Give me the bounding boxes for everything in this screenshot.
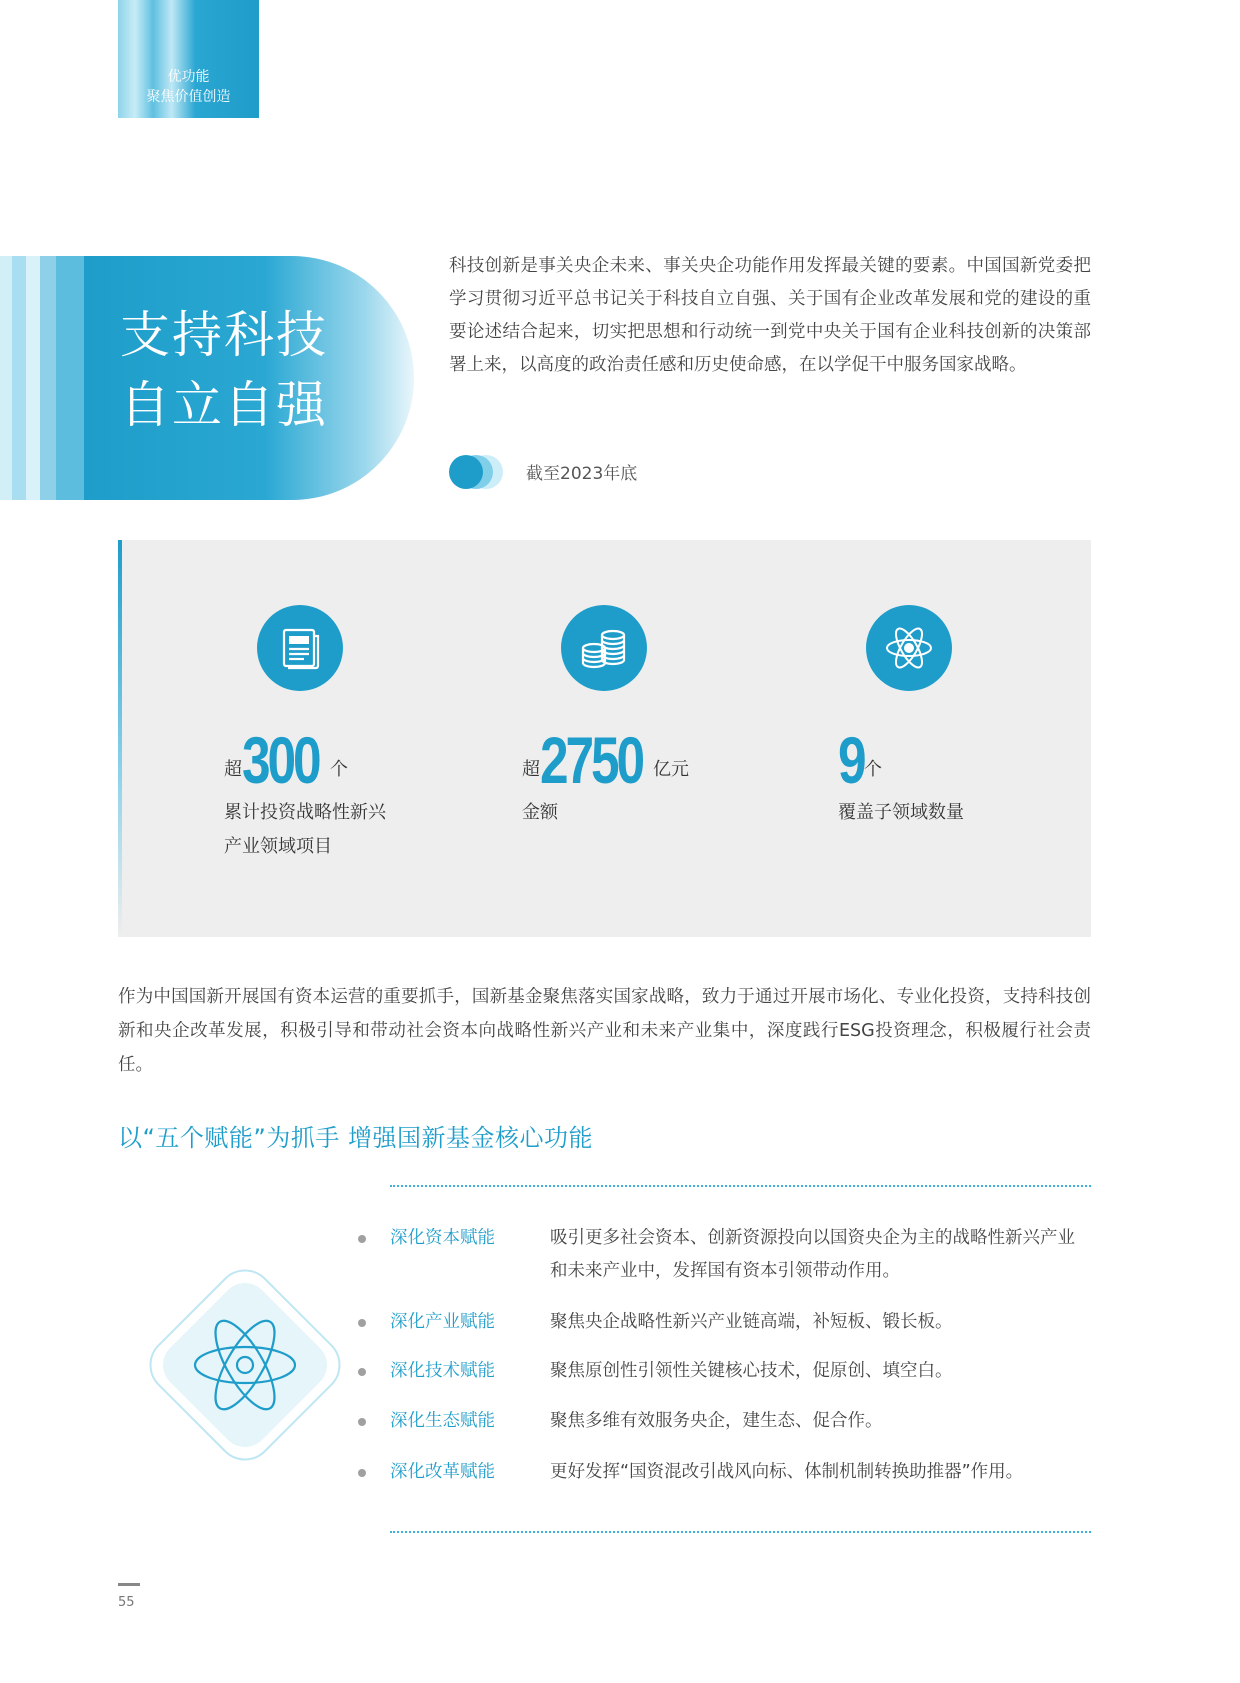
body-paragraph: 作为中国国新开展国有资本运营的重要抓手，国新基金聚焦落实国家战略，致力于通过开展市场化、专业化投资，支持科技创新和央企改革发展，积极引导和带动社会资本向战略性新兴产业和未来产业集中，深度践行ESG投资理念，积极履行社会责任。 xyxy=(118,987,1091,1075)
divider-bottom xyxy=(390,1531,1091,1533)
atom-icon xyxy=(866,605,952,691)
stat-unit: 个 xyxy=(330,759,348,780)
bullet-icon xyxy=(358,1368,366,1376)
page-number-dash xyxy=(118,1583,140,1586)
hero-stripes xyxy=(0,256,90,500)
section-tab-line2: 聚焦价值创造 xyxy=(146,89,231,105)
section-heading: 以“五个赋能”为抓手 增强国新基金核心功能 xyxy=(118,1124,593,1152)
stat-description-line: 累计投资战略性新兴 xyxy=(224,802,386,823)
stat-unit: 个 xyxy=(864,759,882,780)
page-number: 55 xyxy=(118,1595,135,1610)
stat-prefix: 超 xyxy=(522,759,540,780)
list-item-desc: 聚焦央企战略性新兴产业链高端，补短板、锻长板。 xyxy=(550,1312,953,1332)
stat-description xyxy=(522,796,558,830)
stats-panel xyxy=(118,540,1091,937)
stat-description-line: 金额 xyxy=(522,802,558,823)
stat-unit: 亿元 xyxy=(653,759,689,780)
page-title-line1: 支持科技 xyxy=(120,306,328,364)
list-item-label: 深化生态赋能 xyxy=(390,1411,495,1431)
coins-icon xyxy=(561,605,647,691)
stat-projects xyxy=(224,723,348,797)
stat-subfields xyxy=(838,723,882,797)
stat-value: 9 xyxy=(838,723,864,797)
document-icon xyxy=(257,605,343,691)
section-tab-line1: 优功能 xyxy=(167,69,210,85)
list-item-label: 深化改革赋能 xyxy=(390,1462,495,1482)
list-item-desc: 聚焦原创性引领性关键核心技术，促原创、填空白。 xyxy=(550,1361,953,1381)
bullet-icon xyxy=(358,1319,366,1327)
atom-illustration-icon xyxy=(125,1245,365,1485)
intro-paragraph: 科技创新是事关央企未来、事关央企功能作用发挥最关键的要素。中国国新党委把学习贯彻习近平总书记关于科技自立自强、关于国有企业改革发展和党的建设的重要论述结合起来，切实把思想和行动统一到党中央关于国有企业科技创新的决策部署上来，以高度的政治责任感和历史使命感，在以学促干中服务国家战略。 xyxy=(449,256,1091,375)
stats-panel-accent xyxy=(118,540,122,937)
divider-top xyxy=(390,1185,1091,1187)
stat-prefix: 超 xyxy=(224,759,242,780)
page-title xyxy=(120,300,328,440)
bullet-icon xyxy=(358,1418,366,1426)
stat-value: 300 xyxy=(242,723,319,797)
stat-description xyxy=(224,796,386,864)
page-title-line2: 自立自强 xyxy=(120,376,328,434)
list-item-label: 深化产业赋能 xyxy=(390,1312,495,1332)
stat-value: 2750 xyxy=(540,723,643,797)
bullet-icon xyxy=(358,1235,366,1243)
list-item xyxy=(358,1222,1098,1288)
date-label: 截至2023年底 xyxy=(526,464,638,484)
stat-amount xyxy=(522,723,689,797)
stat-description xyxy=(838,796,964,830)
list-item-desc: 更好发挥“国资混改引战风向标、体制机制转换助推器”作用。 xyxy=(550,1462,1024,1482)
stat-description-line: 产业领域项目 xyxy=(224,836,332,857)
list-item-desc: 聚焦多维有效服务央企，建生态、促合作。 xyxy=(550,1411,883,1431)
bullet-icon xyxy=(358,1469,366,1477)
stat-description-line: 覆盖子领域数量 xyxy=(838,802,964,823)
section-tab xyxy=(118,0,259,118)
list-item-label: 深化技术赋能 xyxy=(390,1361,495,1381)
list-item-label: 深化资本赋能 xyxy=(390,1228,495,1248)
list-item-desc: 吸引更多社会资本、创新资源投向以国资央企为主的战略性新兴产业和未来产业中，发挥国有资本引领带动作用。 xyxy=(550,1228,1075,1281)
date-badge-icon xyxy=(449,455,505,489)
